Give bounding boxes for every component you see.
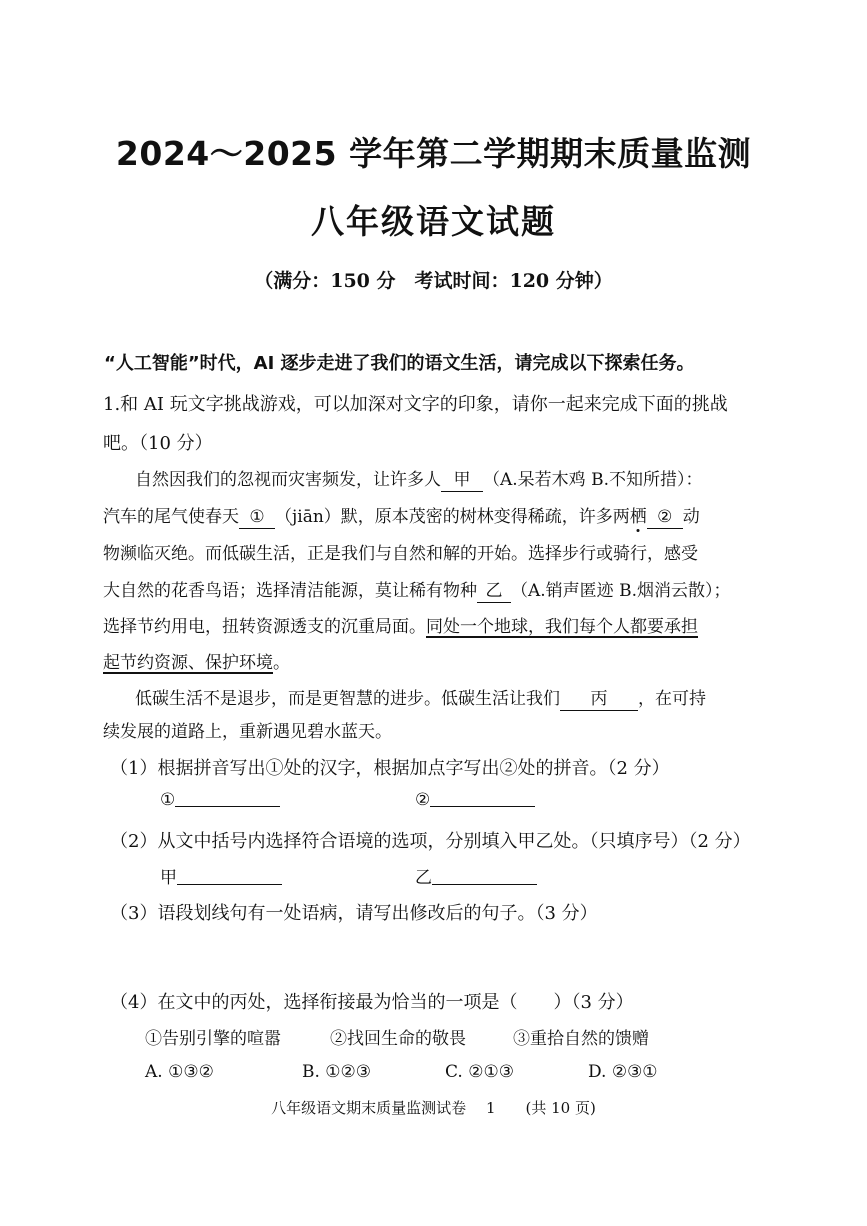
- underlined-sentence: 同处一个地球，我们每个人都要承担: [426, 617, 698, 637]
- phrase-item-1: ①告别引擎的喧嚣: [145, 1029, 281, 1049]
- passage-line-6: 起节约资源、保护环境。: [103, 653, 290, 673]
- passage2-line-1: 低碳生活不是退步，而是更智慧的进步。低碳生活让我们 丙 ，在可持: [135, 689, 706, 709]
- phrase-item-2: ②找回生命的敬畏: [330, 1029, 466, 1049]
- passage-line-4: 大自然的花香鸟语；选择清洁能源，莫让稀有物种 乙 （A.销声匿迹 B.烟消云散）；: [103, 581, 731, 601]
- answer-blank[interactable]: [177, 868, 282, 885]
- exam-meta: （满分：150 分 考试时间：120 分钟）: [254, 270, 613, 292]
- blank-1: ①: [239, 508, 275, 529]
- underlined-sentence-cont: 起节约资源、保护环境: [103, 653, 273, 673]
- question-1-stem-line2: 吧。（10 分）: [103, 433, 213, 454]
- blank-2: ②: [647, 508, 683, 529]
- passage-line-1: 自然因我们的忽视而灾害频发，让许多人 甲 （A.呆若木鸡 B.不知所措）：: [135, 470, 703, 490]
- exam-title: 2024～2025 学年第二学期期末质量监测: [115, 134, 752, 173]
- section-intro: “人工智能”时代，AI 逐步走进了我们的语文生活，请完成以下探索任务。: [104, 353, 695, 374]
- answer-blank[interactable]: [430, 790, 535, 807]
- question-1-stem-line1: 1.和 AI 玩文字挑战游戏，可以加深对文字的印象，请你一起来完成下面的挑战: [103, 394, 728, 415]
- subquestion-2: （2）从文中括号内选择符合语境的选项，分别填入甲乙处。（只填序号）（2 分）: [110, 831, 751, 852]
- blank-jia: 甲: [441, 471, 483, 492]
- phrase-item-3: ③重拾自然的馈赠: [513, 1029, 649, 1049]
- page-footer: 八年级语文期末质量监测试卷 1 (共 10 页): [271, 1099, 596, 1117]
- exam-subtitle: 八年级语文试题: [311, 202, 556, 241]
- answer-2a: 甲: [160, 863, 282, 888]
- passage-line-2: 汽车的尾气使春天 ① （jiān）默，原本茂密的树林变得稀疏，许多两栖 ② 动: [103, 507, 700, 527]
- answer-2b: 乙: [415, 863, 537, 888]
- passage-line-5: 选择节约用电，扭转资源透支的沉重局面。同处一个地球，我们每个人都要承担: [103, 617, 698, 637]
- passage2-line-2: 续发展的道路上，重新遇见碧水蓝天。: [103, 722, 392, 742]
- dotted-char: 栖: [629, 507, 647, 527]
- blank-bing: 丙: [560, 690, 638, 711]
- blank-yi: 乙: [477, 582, 511, 603]
- subquestion-3: （3）语段划线句有一处语病，请写出修改后的句子。（3 分）: [110, 903, 598, 924]
- choice-b[interactable]: B. ①②③: [302, 1062, 372, 1082]
- choice-a[interactable]: A. ①③②: [145, 1062, 214, 1082]
- answer-1a: ①: [160, 790, 280, 810]
- passage-line-3: 物濒临灭绝。而低碳生活，正是我们与自然和解的开始。选择步行或骑行，感受: [103, 544, 698, 564]
- choice-c[interactable]: C. ②①③: [445, 1062, 514, 1082]
- subquestion-1: （1）根据拼音写出①处的汉字，根据加点字写出②处的拼音。（2 分）: [110, 758, 670, 779]
- answer-blank[interactable]: [175, 790, 280, 807]
- choice-d[interactable]: D. ②③①: [588, 1062, 658, 1082]
- answer-1b: ②: [415, 790, 535, 810]
- subquestion-4: （4）在文中的丙处，选择衔接最为恰当的一项是（ ）（3 分）: [110, 992, 634, 1013]
- answer-blank[interactable]: [432, 868, 537, 885]
